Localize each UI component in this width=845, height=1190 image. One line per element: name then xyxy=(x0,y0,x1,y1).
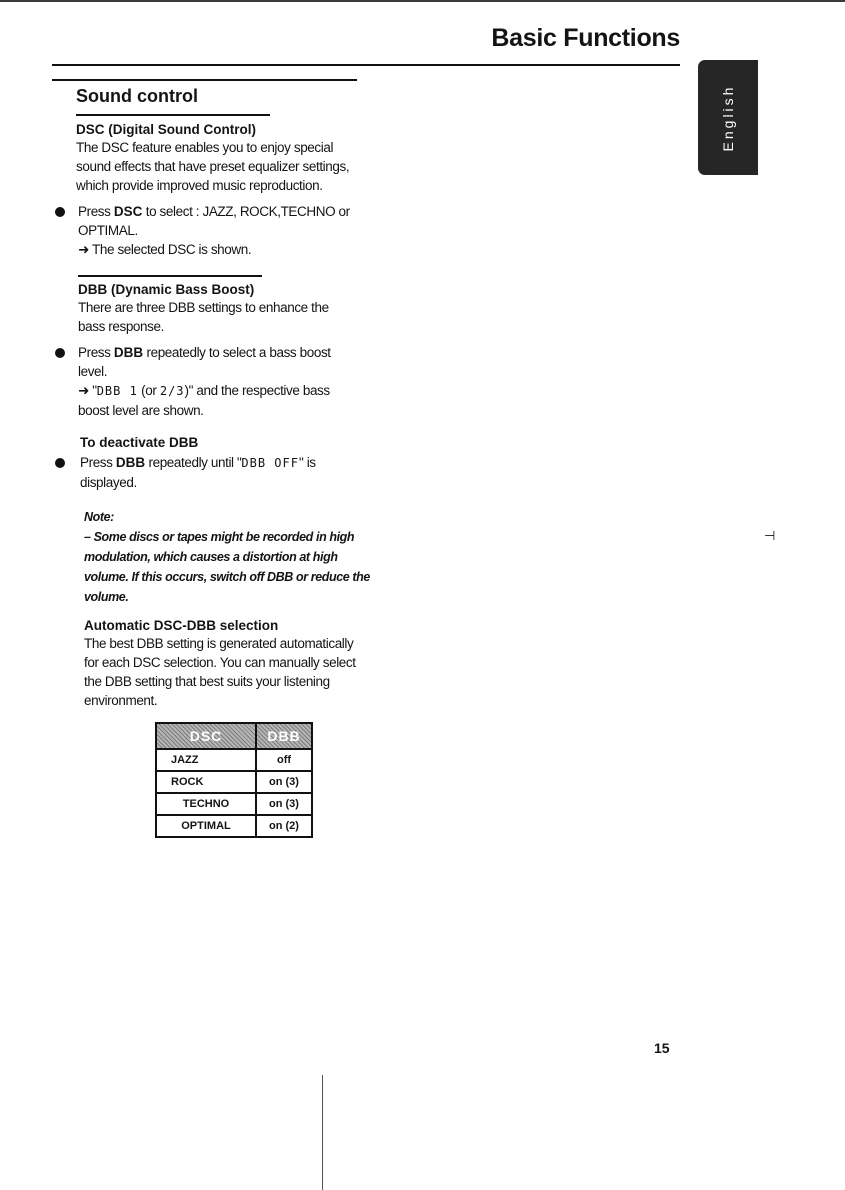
table-cell-dbb: on (3) xyxy=(256,771,312,793)
auto-text xyxy=(84,634,356,710)
step-text: OPTIMAL. xyxy=(78,223,138,238)
table-cell-dbb: off xyxy=(256,749,312,771)
table-cell-dsc: TECHNO xyxy=(156,793,256,815)
dbb-rule xyxy=(78,275,262,277)
dbb-step xyxy=(78,343,331,420)
table-cell-dsc: OPTIMAL xyxy=(156,815,256,837)
dbb-intro xyxy=(78,298,329,336)
dsc-heading: DSC (Digital Sound Control) xyxy=(76,122,256,137)
table-row xyxy=(156,815,312,837)
auto-line: the DBB setting that best suits your listening xyxy=(84,674,330,689)
section-title-underline xyxy=(76,114,270,116)
key-label-dbb: DBB xyxy=(113,345,144,360)
table-header-dbb: DBB xyxy=(256,723,312,749)
auto-line: for each DSC selection. You can manually select xyxy=(84,655,356,670)
table-cell-dsc: ROCK xyxy=(156,771,256,793)
section-rule xyxy=(52,79,357,81)
table-row xyxy=(156,793,312,815)
display-readout: DBB 1 xyxy=(96,384,138,398)
step-prefix: Press xyxy=(80,455,113,470)
auto-line: environment. xyxy=(84,693,158,708)
display-readout: 2/3 xyxy=(159,384,185,398)
bullet-icon xyxy=(55,207,65,217)
table-cell-dbb: on (2) xyxy=(256,815,312,837)
section-title: Sound control xyxy=(76,86,198,106)
language-tab-label: English xyxy=(720,84,736,151)
table-cell-dsc: JAZZ xyxy=(156,749,256,771)
table-row xyxy=(156,749,312,771)
step-text: level. xyxy=(78,364,108,379)
step-text: " is xyxy=(298,455,316,470)
table-header-dsc: DSC xyxy=(156,723,256,749)
step-text: to select : JAZZ, ROCK,TECHNO or xyxy=(145,204,350,219)
dbb-intro-line: There are three DBB settings to enhance the xyxy=(78,300,329,315)
note-block xyxy=(84,507,370,607)
deactivate-step xyxy=(80,453,316,492)
dbb-heading: DBB (Dynamic Bass Boost) xyxy=(78,282,255,297)
dsc-intro-line: sound effects that have preset equalizer settings, xyxy=(76,159,350,174)
header-rule xyxy=(52,64,680,66)
dsc-intro-line: which provide improved music reproduction. xyxy=(76,178,323,193)
dsc-step xyxy=(78,202,350,259)
bullet-icon xyxy=(55,348,65,358)
top-border-line xyxy=(0,0,845,2)
auto-line: The best DBB setting is generated automatically xyxy=(84,636,354,651)
step-prefix: Press xyxy=(78,345,111,360)
note-line: volume. xyxy=(84,590,129,604)
fold-line xyxy=(322,1075,323,1190)
step-text: repeatedly to select a bass boost xyxy=(146,345,331,360)
note-label: Note: xyxy=(84,510,114,524)
note-line: modulation, which causes a distortion at high xyxy=(84,550,338,564)
auto-heading: Automatic DSC-DBB selection xyxy=(84,618,279,633)
result-text: boost level are shown. xyxy=(78,403,204,418)
step-prefix: Press xyxy=(78,204,111,219)
dbb-intro-line: bass response. xyxy=(78,319,164,334)
page-header-title: Basic Functions xyxy=(491,24,680,52)
key-label-dbb: DBB xyxy=(115,455,146,470)
language-tab xyxy=(698,60,758,175)
result-text: The selected DSC is shown. xyxy=(92,242,252,257)
key-label-dsc: DSC xyxy=(113,204,143,219)
table-row xyxy=(156,771,312,793)
dsc-intro-line: The DSC feature enables you to enjoy special xyxy=(76,140,334,155)
step-text: displayed. xyxy=(80,475,137,490)
table-header-row xyxy=(156,723,312,749)
deactivate-heading: To deactivate DBB xyxy=(80,435,199,450)
table-cell-dbb: on (3) xyxy=(256,793,312,815)
result-text: )" and the respective bass xyxy=(184,383,330,398)
arrow-icon: ➜ xyxy=(78,242,89,257)
note-line: volume. If this occurs, switch off DBB or reduce the xyxy=(84,570,370,584)
bullet-icon xyxy=(55,458,65,468)
quote-mark: " xyxy=(92,383,97,398)
note-line: – Some discs or tapes might be recorded in high xyxy=(84,530,355,544)
dsc-dbb-table xyxy=(155,722,313,838)
dsc-intro xyxy=(76,138,349,195)
result-text: (or xyxy=(141,383,157,398)
step-text: repeatedly until " xyxy=(148,455,242,470)
margin-mark-icon: ⊣ xyxy=(764,528,776,543)
display-readout: DBB OFF xyxy=(241,456,299,470)
page-number: 15 xyxy=(654,1040,670,1056)
arrow-icon: ➜ xyxy=(78,383,89,398)
